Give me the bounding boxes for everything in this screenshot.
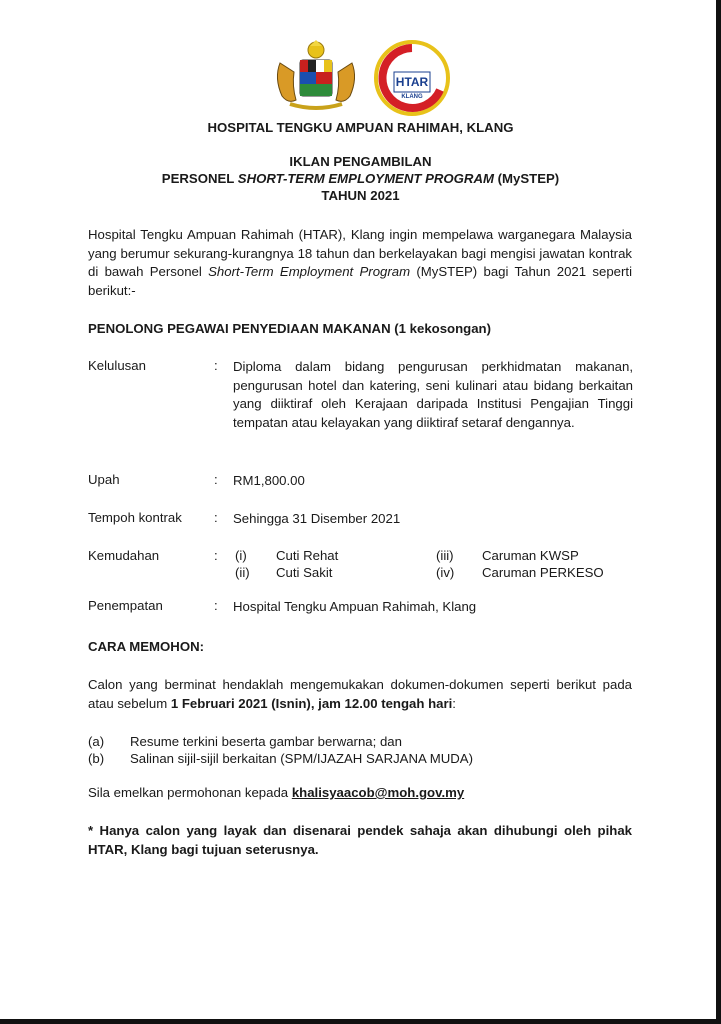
list-item-num: (ii): [235, 565, 250, 580]
year-title: TAHUN 2021: [321, 188, 400, 203]
list-item-num: (b): [88, 751, 105, 766]
program-title: PERSONEL SHORT-TERM EMPLOYMENT PROGRAM (MySTEP): [161, 171, 560, 186]
colon: :: [214, 358, 218, 373]
tempoh-value: Sehingga 31 Disember 2021: [233, 511, 401, 526]
list-item-num: (i): [235, 548, 247, 563]
page-border-bottom: [0, 1019, 721, 1024]
list-item-num: (a): [88, 734, 105, 749]
list-item: Resume terkini beserta gambar berwarna; dan: [130, 734, 402, 749]
list-item: Cuti Sakit: [276, 565, 333, 580]
list-item: Caruman PERKESO: [482, 565, 604, 580]
upah-value: RM1,800.00: [233, 473, 305, 488]
colon: :: [214, 548, 218, 563]
ad-title: IKLAN PENGAMBILAN: [289, 154, 432, 169]
colon: :: [214, 598, 218, 613]
htar-logo-subtext: KLANG: [401, 94, 423, 100]
hospital-name: HOSPITAL TENGKU AMPUAN RAHIMAH, KLANG: [207, 120, 514, 135]
intro-paragraph: Hospital Tengku Ampuan Rahimah (HTAR), Klang ingin mempelawa warganegara Malaysia yang berumur sekurang-kurangnya 18 tahun dan berkelayakan bagi mengisi jawatan kontrak di bawah Personel Short-Term Employment Program (MySTEP) bagi Tahun 2021 seperti berikut:-: [88, 227, 632, 298]
penempatan-value: Hospital Tengku Ampuan Rahimah, Klang: [233, 599, 477, 614]
cara-paragraph: Calon yang berminat hendaklah mengemukakan dokumen-dokumen seperti berikut pada atau sebelum 1 Februari 2021 (Isnin), jam 12.00 tengah hari:: [88, 677, 632, 711]
cara-heading: CARA MEMOHON:: [88, 639, 204, 654]
position-heading: PENOLONG PEGAWAI PENYEDIAAN MAKANAN (1 kekosongan): [88, 321, 491, 336]
htar-logo-text: HTAR: [395, 75, 429, 89]
note: * Hanya calon yang layak dan disenarai pendek sahaja akan dihubungi oleh pihak HTAR, Klang bagi tujuan seterusnya.: [88, 823, 632, 857]
malaysia-coat-of-arms-icon: [270, 38, 362, 112]
penempatan-label: Penempatan: [88, 598, 163, 613]
list-item: Cuti Rehat: [276, 548, 339, 563]
logo-bar: [0, 34, 721, 114]
kemudahan-label: Kemudahan: [88, 548, 160, 563]
kelulusan-value: Diploma dalam bidang pengurusan perkhidmatan makanan, pengurusan hotel dan katering, seni kulinari atau bidang berkaitan yang diiktiraf oleh Kerajaan daripada Institusi Pengajian Tinggi tempatan atau kelayakan yang diiktiraf setaraf dengannya.: [233, 359, 633, 430]
upah-label: Upah: [88, 472, 120, 487]
list-item: Caruman KWSP: [482, 548, 579, 563]
colon: :: [214, 510, 218, 525]
htar-logo: [372, 38, 452, 118]
list-item-num: (iv): [436, 565, 455, 580]
kelulusan-label: Kelulusan: [88, 358, 146, 373]
deadline: 1 Februari 2021 (Isnin), jam 12.00 tengah hari: [170, 695, 453, 711]
list-item-num: (iii): [436, 548, 454, 563]
email-line: Sila emelkan permohonan kepada khalisyaacob@moh.gov.my: [88, 785, 465, 800]
list-item: Salinan sijil-sijil berkaitan (SPM/IJAZAH SARJANA MUDA): [130, 751, 473, 766]
email-link[interactable]: khalisyaacob@moh.gov.my: [291, 785, 465, 800]
tempoh-label: Tempoh kontrak: [88, 510, 182, 525]
colon: :: [214, 472, 218, 487]
